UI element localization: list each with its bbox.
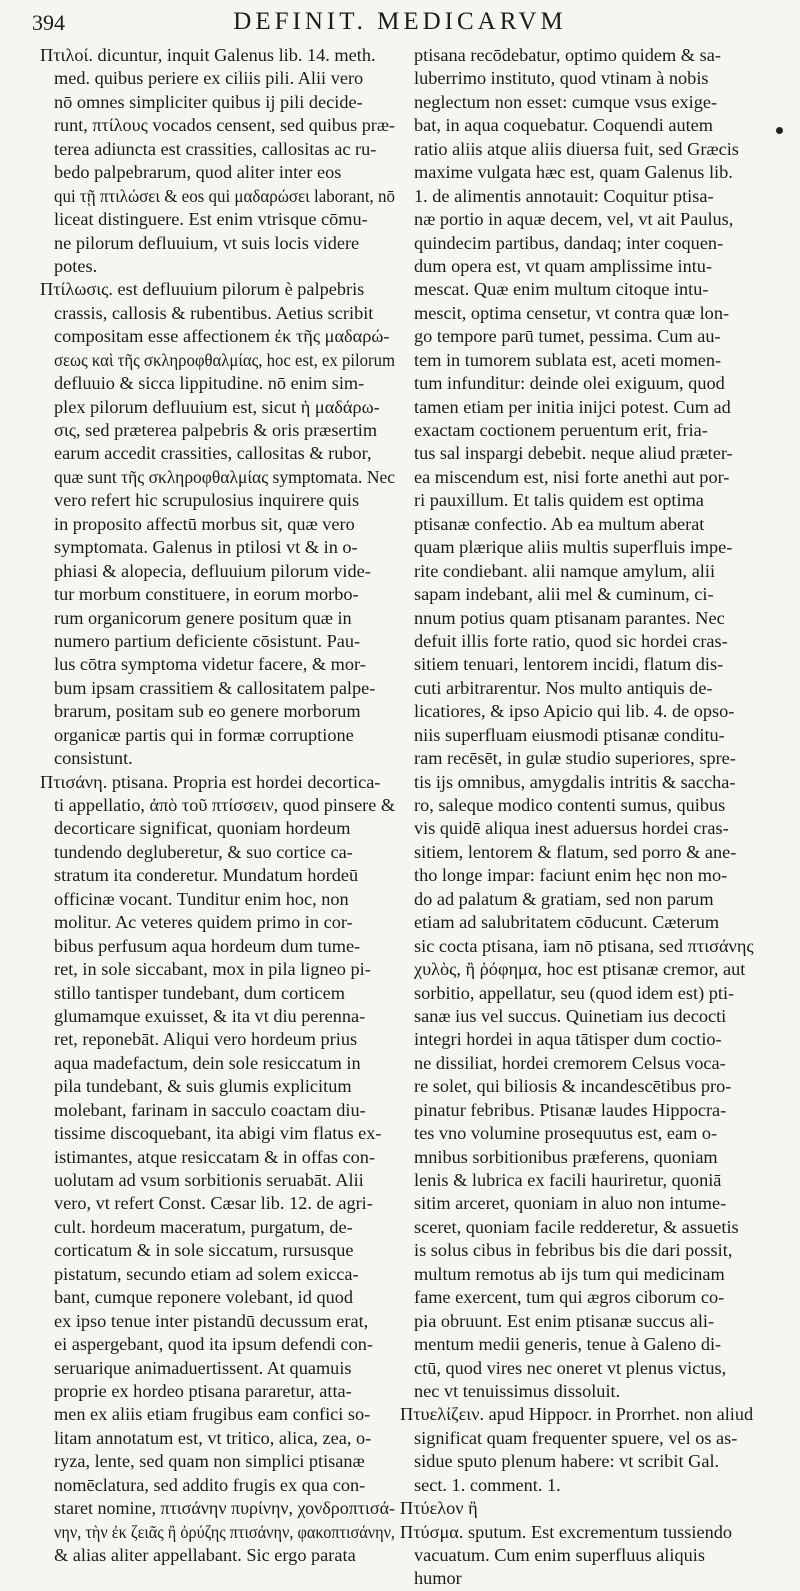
- text-line: organicæ partis qui in formæ corruptione: [54, 724, 354, 745]
- text-line: istimantes, atque resiccatam & in offas con-: [54, 1146, 376, 1167]
- text-line: dum opera est, vt quam amplissime intu-: [414, 255, 713, 276]
- text-line: humor: [414, 1568, 462, 1589]
- text-line: defluuio & sicca lippitudine. nō enim sim-: [54, 373, 365, 394]
- text-line: stillo tantisper tundebant, dum corticem: [54, 982, 345, 1003]
- text-line: ti appellatio, ἀπὸ τοῦ πτίσσειν, quod pinsere &: [54, 795, 395, 815]
- text-line: ctū, quod vires nec oneret vt plenus victus,: [414, 1357, 727, 1378]
- text-line: runt, πτίλους vocados censent, sed quibus præ-: [54, 115, 395, 136]
- text-line: maxime vulgata hæc est, quam Galenus lib.: [414, 162, 733, 183]
- text-line: ram recēsēt, in gulæ studio superiores, spre-: [414, 748, 736, 769]
- text-line: med. quibus periere ex ciliis pili. Alii vero: [54, 68, 364, 89]
- text-line: stratum ita conderetur. Mundatum hordeū: [54, 865, 359, 886]
- text-line: νην, τὴν ἐκ ζειᾶς ἢ ὀρύζης πτισάνην, φακοπτισάνην,: [54, 1521, 395, 1542]
- text-line: symptomata. Galenus in ptilosi vt & in o-: [54, 537, 358, 558]
- text-line: uolutam ad vsum sorbitionis seruabāt. Alii: [54, 1170, 364, 1190]
- text-line: vero, vt refert Const. Cæsar lib. 12. de agri-: [54, 1193, 373, 1214]
- text-line: luberrimo instituto, quod vtinam à nobis: [414, 68, 709, 89]
- text-line: ea miscendum est, nisi forte anethi aut por-: [414, 466, 730, 487]
- text-line: bibus perfusum aqua hordeum dum tume-: [54, 935, 361, 956]
- text-line: tem in tumorem sublata est, aceti momen-: [414, 349, 722, 370]
- text-line: numero partium deficiente cōsistunt. Pau-: [54, 630, 361, 651]
- text-line: corticatum & in sole siccatum, rursusque: [54, 1240, 354, 1261]
- text-line: earum accedit crassities, callositas & rubor,: [54, 443, 372, 464]
- text-line: ne pilorum defluuium, vt suis locis videre: [54, 232, 360, 253]
- text-line: ret, reponebāt. Aliqui vero hordeum prius: [54, 1029, 358, 1050]
- text-line: staret nomine, πτισάνην πυρίνην, χονδροπτισά-: [54, 1498, 395, 1519]
- text-line: & alias aliter appellabant. Sic ergo parata: [54, 1545, 356, 1565]
- text-line: brarum, positam sub eo genere morborum: [54, 701, 361, 722]
- text-line: mescit, optima censetur, vt contra quæ lon-: [414, 302, 730, 323]
- text-line: ryza, lente, sed quam non simplici ptisanæ: [54, 1451, 365, 1472]
- text-line: lenis & lubrica ex facili hauriretur, quoniā: [414, 1170, 722, 1190]
- text-line: sidue sputo plenum habere: vt scribit Gal.: [414, 1451, 720, 1472]
- text-line: licatiores, & ipso Apicio qui lib. 4. de opso-: [414, 701, 735, 722]
- text-line: nomēclatura, sed addito frugis ex qua con-: [54, 1474, 366, 1495]
- text-line: pia obruunt. Est enim ptisanæ succus ali-: [414, 1310, 715, 1331]
- text-line: tes vno volumine prosequutus est, eam o-: [414, 1123, 718, 1144]
- text-line: sic cocta ptisana, iam nō ptisana, sed πτισάνης: [414, 935, 754, 956]
- text-line: vacuatum. Cum enim superfluus aliquis: [414, 1545, 705, 1565]
- text-line: vis quidē aliqua inest aduersus hordei cras-: [414, 818, 729, 839]
- text-line: nec vt tenuissimus dissoluit.: [414, 1380, 621, 1401]
- text-line: do ad palatum & gratiam, sed non parum: [414, 888, 714, 909]
- text-line: ptisana recōdebatur, optimo quidem & sa-: [414, 45, 721, 65]
- left-column: [40, 44, 395, 1567]
- text-line: σις, sed præterea palpebris & oris præsertim: [54, 420, 378, 440]
- text-line: rum organicorum genere positum quæ in: [54, 607, 352, 628]
- text-line: liceat distinguere. Est enim vtrisque cōmu-: [54, 209, 368, 230]
- text-line: tus sal inspargi debebit. neque aliud præter-: [414, 443, 733, 464]
- text-line: re solet, qui biliosis & incandescētibus pro-: [414, 1076, 732, 1097]
- text-line: mescat. Quæ enim multum citoque intu-: [414, 279, 709, 300]
- text-line: ei aspergebant, quod ita ipsum defendi con-: [54, 1334, 373, 1355]
- text-line: terea adiuncta est crassities, callositas ac ru-: [54, 138, 377, 159]
- text-line: crassis, callosis & rubentibus. Aetius scribit: [54, 302, 374, 323]
- text-line: officinæ vocant. Tunditur enim hoc, non: [54, 888, 349, 909]
- text-line: bedo palpebrarum, quod aliter inter eos: [54, 162, 342, 183]
- text-line: molitur. Ac veteres quidem primo in cor-: [54, 912, 353, 933]
- text-line: sect. 1. comment. 1.: [414, 1474, 561, 1495]
- text-line: glumamque exuisset, & ita vt diu perenna-: [54, 1005, 366, 1026]
- text-line: cuti arbitrarentur. Nos multo antiquis de-: [414, 677, 713, 698]
- text-line: plex pilorum defluuium est, sicut ἡ μαδάρω-: [54, 396, 380, 417]
- text-line: ro, saleque modico contenti sumus, quibus: [414, 795, 726, 815]
- right-column: [400, 44, 770, 1591]
- text-line: compositam esse affectionem ἐκ τῆς μαδαρώ-: [54, 326, 390, 347]
- running-title: DEFINIT. MEDICARVM: [233, 8, 567, 35]
- text-line: ratio aliis atque aliis diuersa fuit, sed Græcis: [414, 138, 739, 159]
- text-line: nnum potius quam ptisanam parantes. Nec: [414, 607, 725, 628]
- text-line: sitiem tenuari, lentorem incidi, flatum dis-: [414, 654, 724, 675]
- text-line: quindecim partibus, dandaq; inter coquen-: [414, 232, 724, 253]
- text-line: tis ijs omnibus, amygdalis intritis & saccha-: [414, 771, 736, 792]
- text-line: pistatum, secundo etiam ad solem exicca-: [54, 1263, 359, 1284]
- text-line: is solus cibus in febribus bis die dari possit,: [414, 1240, 733, 1261]
- text-line: lus cōtra symptoma videtur facere, & mor-: [54, 654, 366, 675]
- text-line: ne dissiliat, hordei cremorem Celsus voca-: [414, 1052, 726, 1073]
- text-line: etiam ad salubritatem cōducunt. Cæterum: [414, 912, 720, 933]
- text-line: multum remotus ab ijs tum qui medicinam: [414, 1263, 725, 1284]
- page-header: [0, 6, 800, 46]
- page-number: 394: [32, 10, 65, 35]
- text-line: go tempore parū tumet, pessima. Cum au-: [414, 326, 721, 347]
- text-line: ri pauxillum. Et talis quidem est optima: [414, 490, 704, 511]
- text-line: vero refert hic scrupulosius inquirere quis: [54, 490, 360, 511]
- text-line: rite condiebant. alii namque amylum, alii: [414, 560, 716, 581]
- text-line: significat quam frequenter spuere, vel os as-: [414, 1427, 738, 1448]
- text-line: qui τῇ πτιλώσει & eos qui μαδαρώσει laborant, nō: [54, 185, 395, 206]
- text-line: bant, cumque reponere volebant, id quod: [54, 1287, 354, 1308]
- text-line: cult. hordeum maceratum, purgatum, de-: [54, 1216, 353, 1237]
- text-line: quam plærique aliis multis superfluis impe-: [414, 537, 733, 558]
- text-line: tundendo degluberetur, & suo cortice ca-: [54, 841, 353, 862]
- text-line: sapam indebant, alii mel & cuminum, ci-: [414, 584, 714, 605]
- text-line: sanæ ius vel succus. Quinetiam ius decocti: [414, 1005, 727, 1026]
- ink-mark: [776, 127, 783, 134]
- text-line: seruarique animaduertissent. At quamuis: [54, 1357, 352, 1378]
- text-line: Πτισάνη. ptisana. Propria est hordei decortica-: [40, 771, 381, 792]
- text-line: Πτυελίζειν. apud Hippocr. in Prorrhet. non aliud: [400, 1404, 754, 1425]
- text-line: decorticare significat, quoniam hordeum: [54, 818, 351, 839]
- text-line: sorbitio, appellatur, seu (quod idem est) pti-: [414, 982, 735, 1003]
- text-line: integri hordei in aqua tātisper dum coctio-: [414, 1029, 722, 1050]
- text-line: bat, in aqua coquebatur. Coquendi autem: [414, 115, 714, 136]
- text-line: neglectum non esset: cumque vsus exige-: [414, 91, 718, 112]
- text-line: Πτύελον ἢ: [400, 1498, 478, 1519]
- text-line: nō omnes simpliciter quibus ij pili decide-: [54, 91, 363, 112]
- text-line: tissime discoquebant, ita abigi vim flatus ex-: [54, 1123, 382, 1144]
- text-line: bum ipsam crassitiem & callositatem palpe-: [54, 677, 376, 698]
- text-line: næ portio in aquæ decem, vel, vt ait Paulus,: [414, 209, 734, 230]
- text-line: mentum medii generis, tenue à Galeno di-: [414, 1334, 722, 1355]
- text-line: Πτύσμα. sputum. Est excrementum tussiendo: [400, 1521, 732, 1542]
- text-line: sceret, quoniam facile redderetur, & assuetis: [414, 1216, 739, 1237]
- text-line: fame exercent, tum qui ægros ciborum co-: [414, 1287, 725, 1308]
- text-line: tur morbum constituere, in eorum morbo-: [54, 584, 359, 605]
- text-line: potes.: [54, 255, 98, 276]
- text-line: ret, in sole siccabant, mox in pila ligneo pi-: [54, 959, 371, 980]
- text-line: phiasi & alopecia, defluuium pilorum vide-: [54, 560, 371, 581]
- text-line: Πτίλωσις. est defluuium pilorum è palpebris: [40, 279, 365, 300]
- text-line: σεως καὶ τῆς σκληροφθαλμίας, hoc est, ex pilorum: [54, 349, 395, 370]
- text-line: pinatur febribus. Ptisanæ laudes Hippocra-: [414, 1099, 727, 1120]
- text-line: χυλὸς, ἢ ῥόφημα, hoc est ptisanæ cremor, aut: [414, 959, 746, 980]
- text-line: litam annotatum est, vt tritico, alica, zea, o-: [54, 1427, 372, 1448]
- text-line: ex ipso tenue inter pistandū decussum erat,: [54, 1310, 369, 1331]
- text-line: aqua madefactum, dein sole resiccatum in: [54, 1052, 361, 1073]
- text-line: niis superfluam eiusmodi ptisanæ conditu-: [414, 724, 725, 745]
- text-line: pila tundebant, & suis glumis explicitum: [54, 1076, 352, 1097]
- text-line: mnibus sorbitionibus præferens, quoniam: [414, 1146, 718, 1167]
- text-line: ptisanæ confectio. Ab ea multum aberat: [414, 513, 705, 534]
- text-line: tum infunditur: deinde olei exiguum, quod: [414, 373, 725, 394]
- text-line: proprie ex hordeo ptisana pararetur, atta-: [54, 1380, 352, 1401]
- text-line: quæ sunt τῆς σκληροφθαλμίας symptomata. Nec: [54, 466, 395, 487]
- text-line: defuit illis forte ratio, quod sic hordei cras-: [414, 630, 728, 651]
- text-line: exactam coctionem peruentum erit, fria-: [414, 420, 708, 440]
- text-line: 1. de alimentis annotauit: Coquitur ptisa-: [414, 185, 714, 206]
- text-line: sitiem, lentorem & flatum, sed porro & ane-: [414, 841, 737, 862]
- text-line: tho longe impar: faciunt enim hęc non mo-: [414, 865, 728, 886]
- text-line: tamen etiam per initia inijci potest. Cum ad: [414, 396, 731, 417]
- text-line: consistunt.: [54, 748, 133, 769]
- text-line: men ex aliis etiam frugibus eam confici so-: [54, 1404, 371, 1425]
- text-line: in proposito affectū morbus sit, quæ vero: [54, 513, 355, 534]
- text-line: Πτιλοί. dicuntur, inquit Galenus lib. 14. meth.: [40, 45, 376, 65]
- text-line: sitim arceret, quoniam in aluo non intume-: [414, 1193, 727, 1214]
- text-line: molebant, farinam in sacculo coactam diu-: [54, 1099, 366, 1120]
